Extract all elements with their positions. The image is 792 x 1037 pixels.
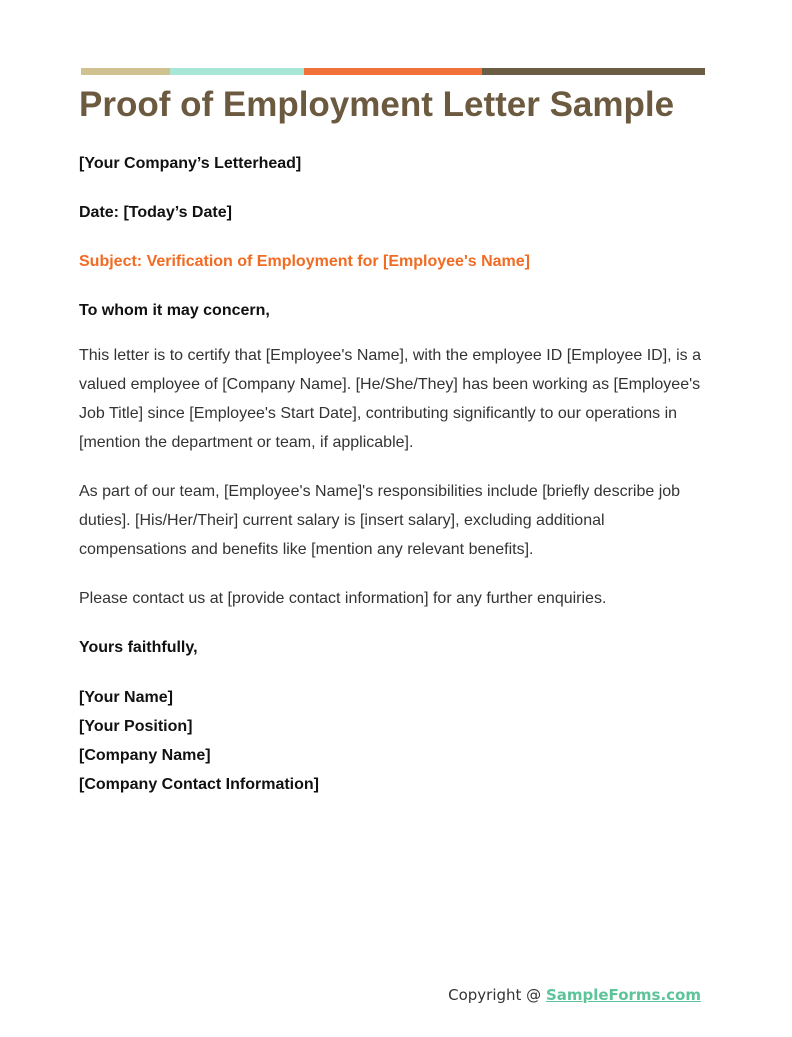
signature-position: [Your Position] [79, 718, 193, 735]
color-bar-segment-3 [304, 68, 482, 75]
signature-name: [Your Name] [79, 689, 173, 706]
footer-copyright [448, 985, 701, 1005]
closing-line: Yours faithfully, [79, 639, 198, 656]
body-paragraph-3: Please contact us at [provide contact information] for any further enquiries. [79, 590, 607, 607]
decorative-color-bar [81, 68, 705, 75]
body-paragraph-2: As part of our team, [Employee's Name]'s responsibilities include [briefly describe job duties]. [His/Her/Their] current salary is [insert salary], excluding additional compensations and benefits like [mention any relevant benefits]. [79, 483, 681, 558]
color-bar-segment-2 [170, 68, 304, 75]
copyright-text: Copyright @ [448, 986, 546, 1004]
brand-link[interactable]: SampleForms.com [545, 986, 701, 1004]
letterhead-placeholder: [Your Company’s Letterhead] [79, 155, 302, 172]
salutation: To whom it may concern, [79, 302, 270, 319]
letter-body [79, 154, 707, 799]
color-bar-segment-4 [482, 68, 705, 75]
signature-block [79, 683, 707, 799]
color-bar-segment-1 [81, 68, 170, 75]
page-title: Proof of Employment Letter Sample [79, 85, 675, 124]
date-line: Date: [Today’s Date] [79, 204, 232, 221]
signature-company: [Company Name] [79, 747, 211, 764]
body-paragraph-1: This letter is to certify that [Employee's Name], with the employee ID [Employee ID], is a valued employee of [Company Name]. [He/She/They] has been working as [Employee's Job Title] since [Employee's Start Date], contributing significantly to our operations in [mention the department or team, if applicable]. [79, 347, 701, 451]
subject-line: Subject: Verification of Employment for [Employee's Name] [79, 253, 531, 270]
signature-contact: [Company Contact Information] [79, 776, 319, 793]
